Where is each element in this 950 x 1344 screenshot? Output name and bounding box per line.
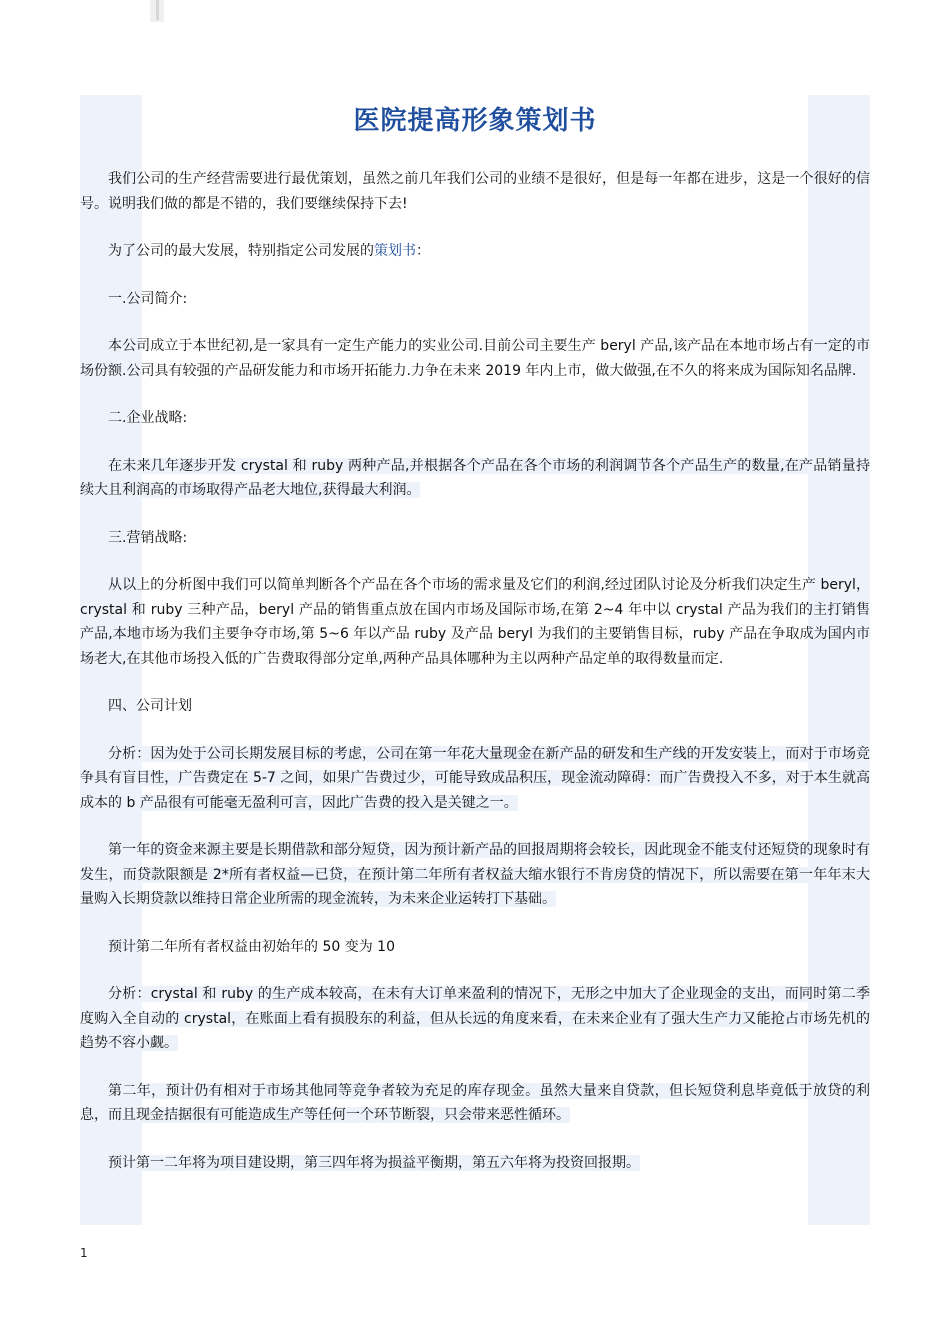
page-number: 1 — [80, 1246, 88, 1260]
heading-company-plan — [80, 694, 870, 719]
document-body — [80, 95, 870, 1198]
heading-text: 三.营销战略: — [108, 529, 188, 546]
plan-link[interactable]: 策划书 — [374, 243, 416, 259]
heading-company-profile — [80, 287, 870, 312]
paragraph-intro — [80, 239, 870, 264]
heading-text: 四、公司计划 — [108, 698, 192, 714]
corner-mark — [150, 0, 164, 22]
document-title: 医院提高形象策划书 — [353, 106, 597, 136]
heading-text: 一.公司简介: — [108, 290, 188, 307]
paragraph-text: 第二年，预计仍有相对于市场其他同等竞争者较为充足的库存现金。虽然大量来自贷款，但长短贷利息毕竟低于放贷的利息，而且现金拮据很有可能造成生产等任何一个环节断裂，只会带来恶性循环。 — [80, 1082, 870, 1123]
paragraph-text: 本公司成立于本世纪初,是一家具有一定生产能力的实业公司.目前公司主要生产 beryl 产品,该产品在本地市场占有一定的市场份额.公司具有较强的产品研发能力和市场开拓能力.力争在未来 2019 年内上市，做大做强,在不久的将来成为国际知名品牌. — [80, 338, 870, 379]
intro-prefix: 为了公司的最大发展，特别指定公司发展的 — [108, 243, 374, 259]
paragraph-phases — [80, 1151, 870, 1176]
paragraph-year-two — [80, 1079, 870, 1128]
paragraph-text: 预计第二年所有者权益由初始年的 50 变为 10 — [108, 938, 395, 955]
paragraph-text: 分析：crystal 和 ruby 的生产成本较高，在未有大订单来盈利的情况下，无形之中加大了企业现金的支出，而同时第二季度购入全自动的 crystal，在账面上看有损股东的利益，但从长远的角度来看，在未来企业有了强大生产力又能抢占市场先机的趋势不容小觑。 — [80, 986, 870, 1051]
paragraph-text: 我们公司的生产经营需要进行最优策划，虽然之前几年我们公司的业绩不是很好，但是每一年都在进步，这是一个很好的信号。说明我们做的都是不错的，我们要继续保持下去! — [80, 171, 870, 212]
paragraph-marketing — [80, 573, 870, 671]
paragraph-analysis-2 — [80, 982, 870, 1056]
heading-marketing — [80, 526, 870, 551]
heading-strategy — [80, 406, 870, 431]
paragraph-text: 第一年的资金来源主要是长期借款和部分短贷，因为预计新产品的回报周期将会较长，因此现金不能支付还短贷的现象时有发生，而贷款限额是 2*所有者权益—已贷，在预计第二年所有者权益大缩水银行不肯房贷的情况下，所以需要在第一年年末大量购入长期贷款以维持日常企业所需的现金流转，为未来企业运转打下基础。 — [80, 842, 870, 907]
paragraph-analysis-1 — [80, 742, 870, 816]
paragraph-opening — [80, 167, 870, 216]
paragraph-text: 分析：因为处于公司长期发展目标的考虑，公司在第一年花大量现金在新产品的研发和生产线的开发安装上，而对于市场竞争具有盲目性，广告费定在 5-7 之间，如果广告费过少，可能导致成品积压，现金流动障碍：而广告费投入不多，对于本生就高成本的 b 产品很有可能毫无盈利可言，因此广告费的投入是关键之一。 — [80, 745, 870, 811]
paragraph-text: 在未来几年逐步开发 crystal 和 ruby 两种产品,并根据各个产品在各个市场的利润调节各个产品生产的数量,在产品销量持续大且利润高的市场取得产品老大地位,获得最大利润。 — [80, 457, 870, 498]
paragraph-funding — [80, 838, 870, 912]
paragraph-company-profile — [80, 334, 870, 383]
paragraph-text: 预计第一二年将为项目建设期，第三四年将为损益平衡期，第五六年将为投资回报期。 — [108, 1154, 640, 1171]
heading-text: 二.企业战略: — [108, 410, 188, 426]
paragraph-strategy — [80, 454, 870, 503]
paragraph-equity-forecast — [80, 935, 870, 960]
intro-suffix: ： — [416, 243, 430, 259]
paragraph-text: 从以上的分析图中我们可以简单判断各个产品在各个市场的需求量及它们的利润,经过团队讨论及分析我们决定生产 beryl，crystal 和 ruby 三种产品，beryl 产品的销售重点放在国内市场及国际市场,在第 2~4 年中以 crystal 产品为我们的主打销售产品,本地市场为我们主要争夺市场,第 5~6 年以产品 ruby 及产品 beryl 为我们的主要销售目标，ruby 产品在争取成为国内市场老大,在其他市场投入低的广告费取得部分定单,两种产品具体哪种为主以两种产品定单的取得数量而定. — [80, 577, 870, 667]
